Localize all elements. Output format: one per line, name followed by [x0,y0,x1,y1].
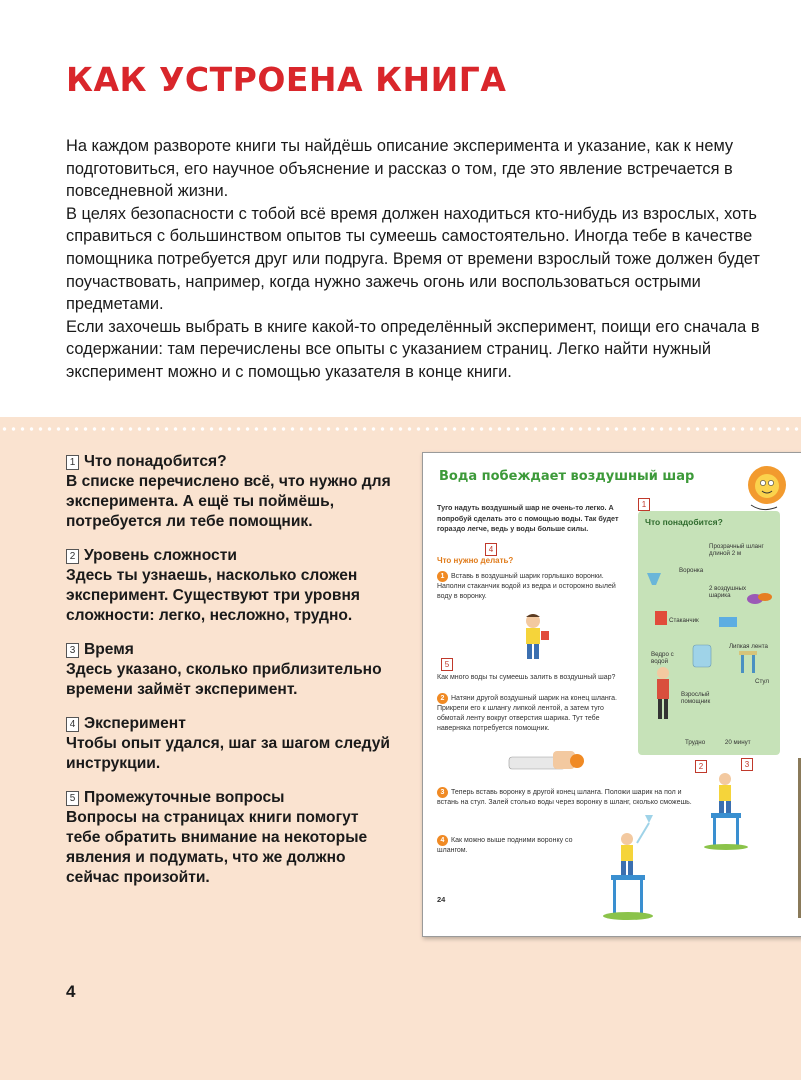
marker-2: 2 [695,760,707,773]
guide-item [66,452,396,532]
page-number: 4 [66,982,76,1001]
difficulty-label: Трудно [685,739,706,746]
time-label: 20 минут [724,739,751,746]
guide-title: Промежуточные вопросы [84,789,285,806]
spread-page-number: 24 [437,895,446,904]
marker-1: 1 [638,498,650,511]
step-number: 2 [437,693,448,704]
step-text: Как можно выше подними воронку со шлангом. [437,837,573,854]
page-title: КАК УСТРОЕНА КНИГА [66,60,507,99]
need-label: Липкая лента [729,643,768,650]
guide-text: Здесь ты узнаешь, насколько сложен эксперимент. Существуют три уровня сложности: легко, несложно, трудно. [66,567,360,624]
dotted-divider [0,426,801,432]
marker-3: 3 [741,758,753,771]
step-text: Теперь вставь воронку в другой конец шланга. Положи шарик на пол и встань на стул. Залей столько воды через воронку в шланг, сколько сможешь. [437,789,692,806]
needs-items-illustration [645,553,775,733]
guide-title: Эксперимент [84,715,186,732]
spread-step [437,571,617,602]
spread-title: Вода побеждает воздушный шар [439,469,695,484]
spread-lead: Туго надуть воздушный шар не очень-то легко. А попробуй сделать это с помощью воды. Так будет гораздо легче, ведь у воды больше силы. [437,503,619,533]
intro-paragraph: В целях безопасности с тобой всё время должен находиться кто-нибудь из взрослых, хоть справиться с большинством опытов ты сумеешь самостоятельно. Иногда тебе в качестве помощника потребуется друг или подруга. Время от времени взрослый тоже должен будет поучаствовать, например, когда нужно зажечь огонь или воспользоваться острыми предметами. [66,204,760,314]
child-on-chair-illustration [701,771,751,851]
spread-step [437,787,702,808]
spread-step [437,693,617,733]
intro-paragraph: На каждом развороте книги ты найдёшь описание эксперимента и указание, как к нему подготовиться, его научное объяснение и рассказ о том, где это явление встречается в повседневной жизни. [66,137,734,201]
spread-step [437,835,597,856]
step-number: 4 [437,835,448,846]
spread-subtitle: Что нужно делать? [437,556,514,565]
marker-5: 5 [441,658,453,671]
difficulty-time-bar [685,739,751,746]
step-number: 1 [437,571,448,582]
need-label: Взрослый помощник [681,691,711,705]
step-number: 3 [437,787,448,798]
need-label: Стул [755,678,769,685]
need-label: Ведро с водой [651,651,674,665]
child-pouring-illustration [513,611,553,663]
guide-item [66,640,396,700]
intro-text [66,135,766,384]
hands-tape-illustration [507,743,587,777]
marker-4: 4 [485,543,497,556]
needs-title: Что понадобится? [645,517,723,527]
need-label: Стаканчик [669,617,699,624]
guide-number: 1 [66,455,79,470]
intro-paragraph: Если захочешь выбрать в книге какой-то определённый эксперимент, поищи его сначала в содержании: там перечислены все опыты с указанием страниц. Легко найти нужный эксперимент можно и с помощью указателя в конце книги. [66,317,760,381]
guide-title: Что понадобится? [84,453,227,470]
guide-item [66,788,396,888]
need-label: Прозрачный шланг длиной 2 м [709,543,764,557]
sample-spread [422,452,801,937]
guide-number: 4 [66,717,79,732]
guide-text: Здесь указано, сколько приблизительно времени займёт эксперимент. [66,661,382,698]
guide-item [66,714,396,774]
need-label: Воронка [679,567,704,574]
guide-text: Вопросы на страницах книги помогут тебе обратить внимание на некоторые явления и подумать, что же должно сейчас произойти. [66,809,368,886]
guide-title: Время [84,641,134,658]
child-raising-funnel-illustration [601,813,661,923]
lion-mascot-icon [745,461,791,517]
guide-number: 5 [66,791,79,806]
need-label: 2 воздушных шарика [709,585,747,599]
guide-title: Уровень сложности [84,547,237,564]
guide-number: 2 [66,549,79,564]
spread-question: Как много воды ты сумеешь залить в воздушный шар? [437,674,616,681]
guide-item [66,546,396,626]
step-text: Натяни другой воздушный шарик на конец шланга. Прикрепи его к шлангу липкой лентой, а затем туго обмотай ленту вокруг отверстия шарика. Тут тебе наверняка потребуется помощник. [437,695,617,732]
guide-text: Чтобы опыт удался, шаг за шагом следуй инструкции. [66,735,391,772]
step-text: Вставь в воздушный шарик горлышко воронки. Наполни стаканчик водой из ведра и осторожно вылей воду в воронку. [437,573,616,600]
guide-list [66,452,396,902]
guide-text: В списке перечислено всё, что нужно для эксперимента. А ещё ты поймёшь, потребуется ли тебе помощник. [66,473,391,530]
guide-number: 3 [66,643,79,658]
